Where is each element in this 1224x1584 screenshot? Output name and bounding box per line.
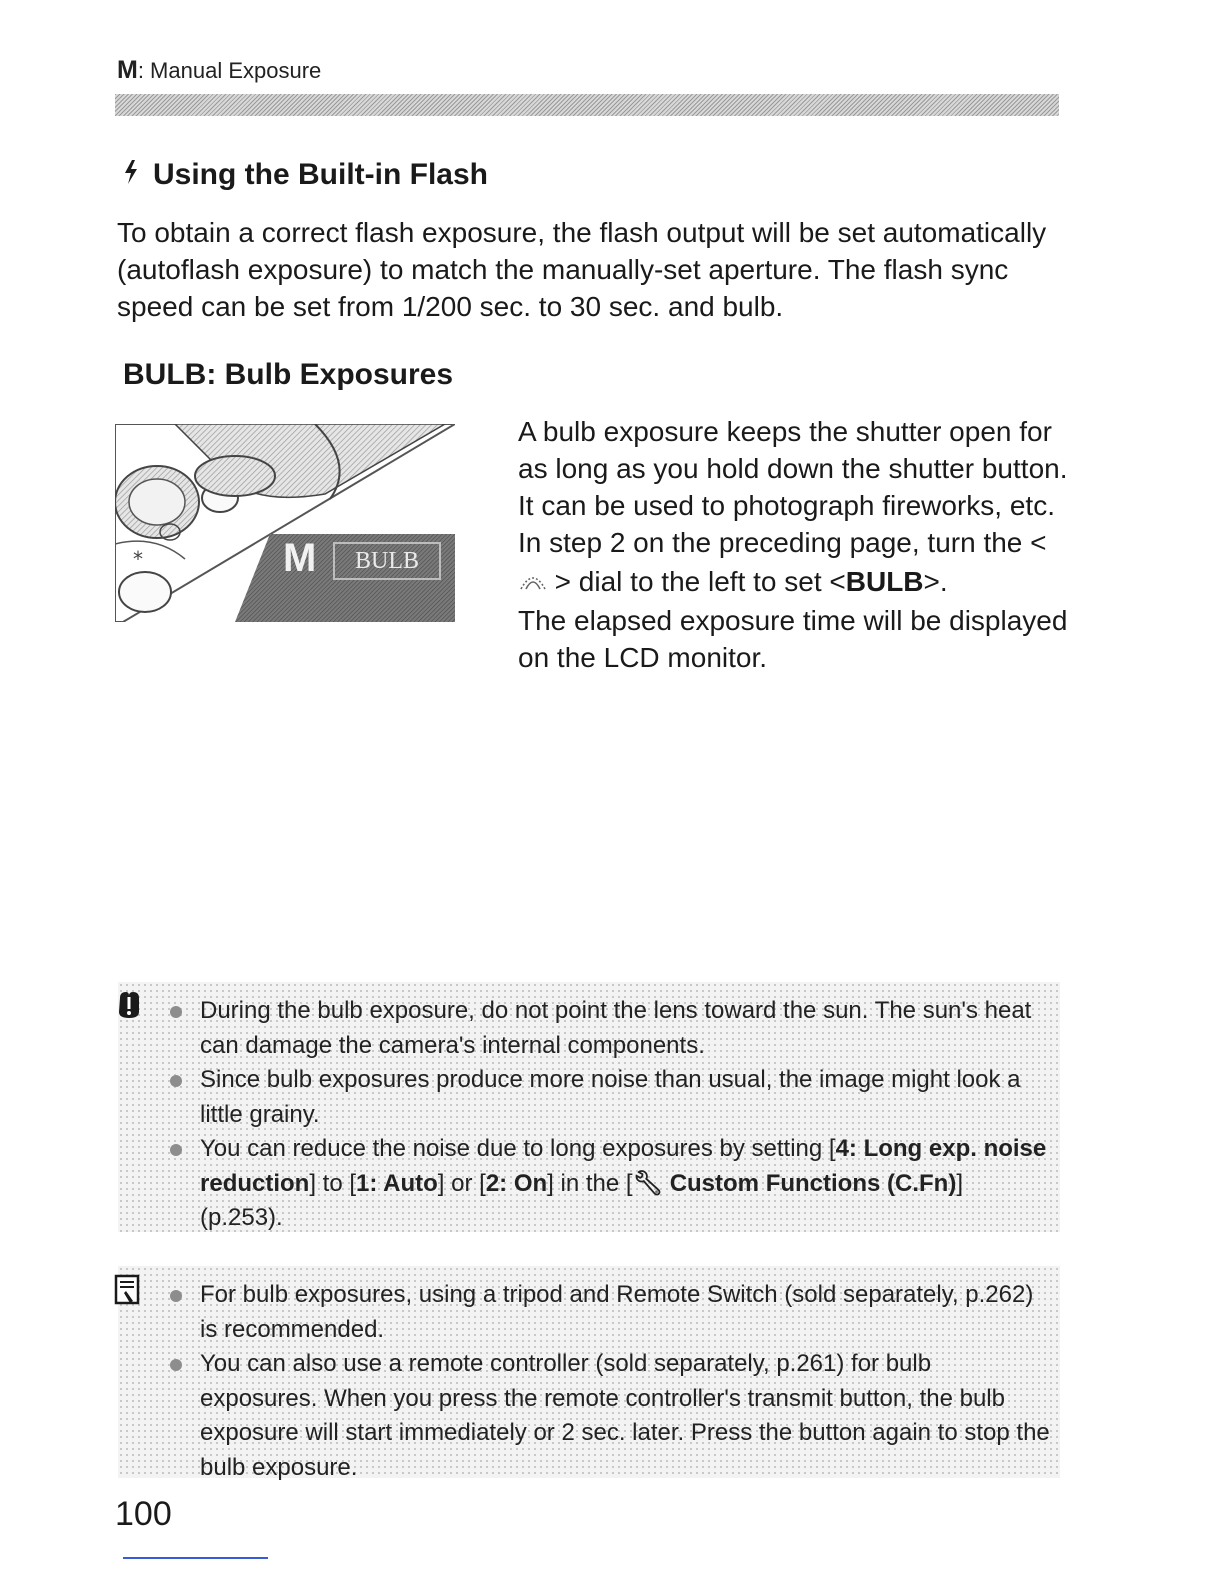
section-title-flash bbox=[123, 158, 488, 192]
main-dial-icon bbox=[518, 570, 555, 597]
list-item-bold: 2: On bbox=[485, 1169, 548, 1197]
flash-icon bbox=[123, 160, 153, 191]
running-head bbox=[117, 56, 321, 85]
bulb-step-text-2: > dial to the left to set < bbox=[554, 566, 846, 597]
caution-list bbox=[170, 994, 1050, 1236]
list-item-text: You can reduce the noise due to long exposures by setting [ bbox=[200, 1135, 836, 1162]
lcd-mode-letter: M bbox=[283, 536, 317, 580]
list-item: During the bulb exposure, do not point the lens toward the sun. The sun's heat can damage the camera's internal components. bbox=[170, 994, 1050, 1063]
list-item: Since bulb exposures produce more noise than usual, the image might look a little grainy. bbox=[170, 1063, 1050, 1132]
running-head-title: : Manual Exposure bbox=[137, 58, 322, 83]
flash-paragraph: To obtain a correct flash exposure, the flash output will be set automatically (autoflash exposure) to match the manually-set aperture. The flash sync speed can be set from 1/200 sec. to 30 sec. and bulb. bbox=[117, 217, 1047, 322]
list-item: You can also use a remote controller (sold separately, p.261) for bulb exposures. When you press the remote controller's transmit button, the bulb exposure will start immediately or 2 sec. later. Press the button again to stop the bulb exposure. bbox=[170, 1347, 1050, 1485]
caution-box bbox=[118, 982, 1060, 1232]
list-item-text: ] or [ bbox=[437, 1169, 486, 1197]
bulb-intro: A bulb exposure keeps the shutter open for as long as you hold down the shutter button. It can be used to photograph fireworks, etc. bbox=[518, 416, 1068, 521]
list-item-bold: 4: Long exp. noise reduction bbox=[200, 1135, 1047, 1197]
bulb-step-text-3: >. bbox=[923, 566, 948, 597]
section-title-bulb: BULB: Bulb Exposures bbox=[123, 358, 454, 391]
memo-list bbox=[170, 1278, 1050, 1485]
bulb-step-text: In step 2 on the preceding page, turn the < bbox=[518, 527, 1047, 558]
list-item-bold: 1: Auto bbox=[356, 1169, 438, 1197]
bulb-elapsed-note: The elapsed exposure time will be displayed on the LCD monitor. bbox=[518, 605, 1068, 673]
list-item bbox=[170, 1132, 1050, 1236]
svg-text:*: * bbox=[133, 547, 143, 571]
flash-title-text: Using the Built-in Flash bbox=[153, 158, 488, 191]
bulb-setting: BULB bbox=[845, 566, 924, 597]
memo-box bbox=[118, 1266, 1060, 1481]
footer-rule bbox=[123, 1557, 268, 1559]
lcd-bulb-readout: BULB bbox=[333, 542, 441, 580]
bulb-paragraph bbox=[518, 413, 1078, 676]
list-item-bold: Custom Functions (C.Fn) bbox=[669, 1169, 957, 1197]
list-item: For bulb exposures, using a tripod and Remote Switch (sold separately, p.262) is recommended. bbox=[170, 1278, 1050, 1347]
memo-icon bbox=[114, 1274, 144, 1304]
mode-letter: M bbox=[117, 56, 138, 84]
list-item-text: ] (p.253). bbox=[200, 1169, 963, 1231]
list-item-text: ] in the [ bbox=[547, 1169, 633, 1197]
list-item-text: ] to [ bbox=[309, 1169, 357, 1197]
caution-icon bbox=[114, 990, 144, 1020]
setup-menu-icon: 🔧︎ bbox=[632, 1169, 670, 1197]
header-rule bbox=[115, 94, 1059, 116]
page-number: 100 bbox=[115, 1495, 172, 1533]
camera-illustration bbox=[115, 424, 455, 622]
